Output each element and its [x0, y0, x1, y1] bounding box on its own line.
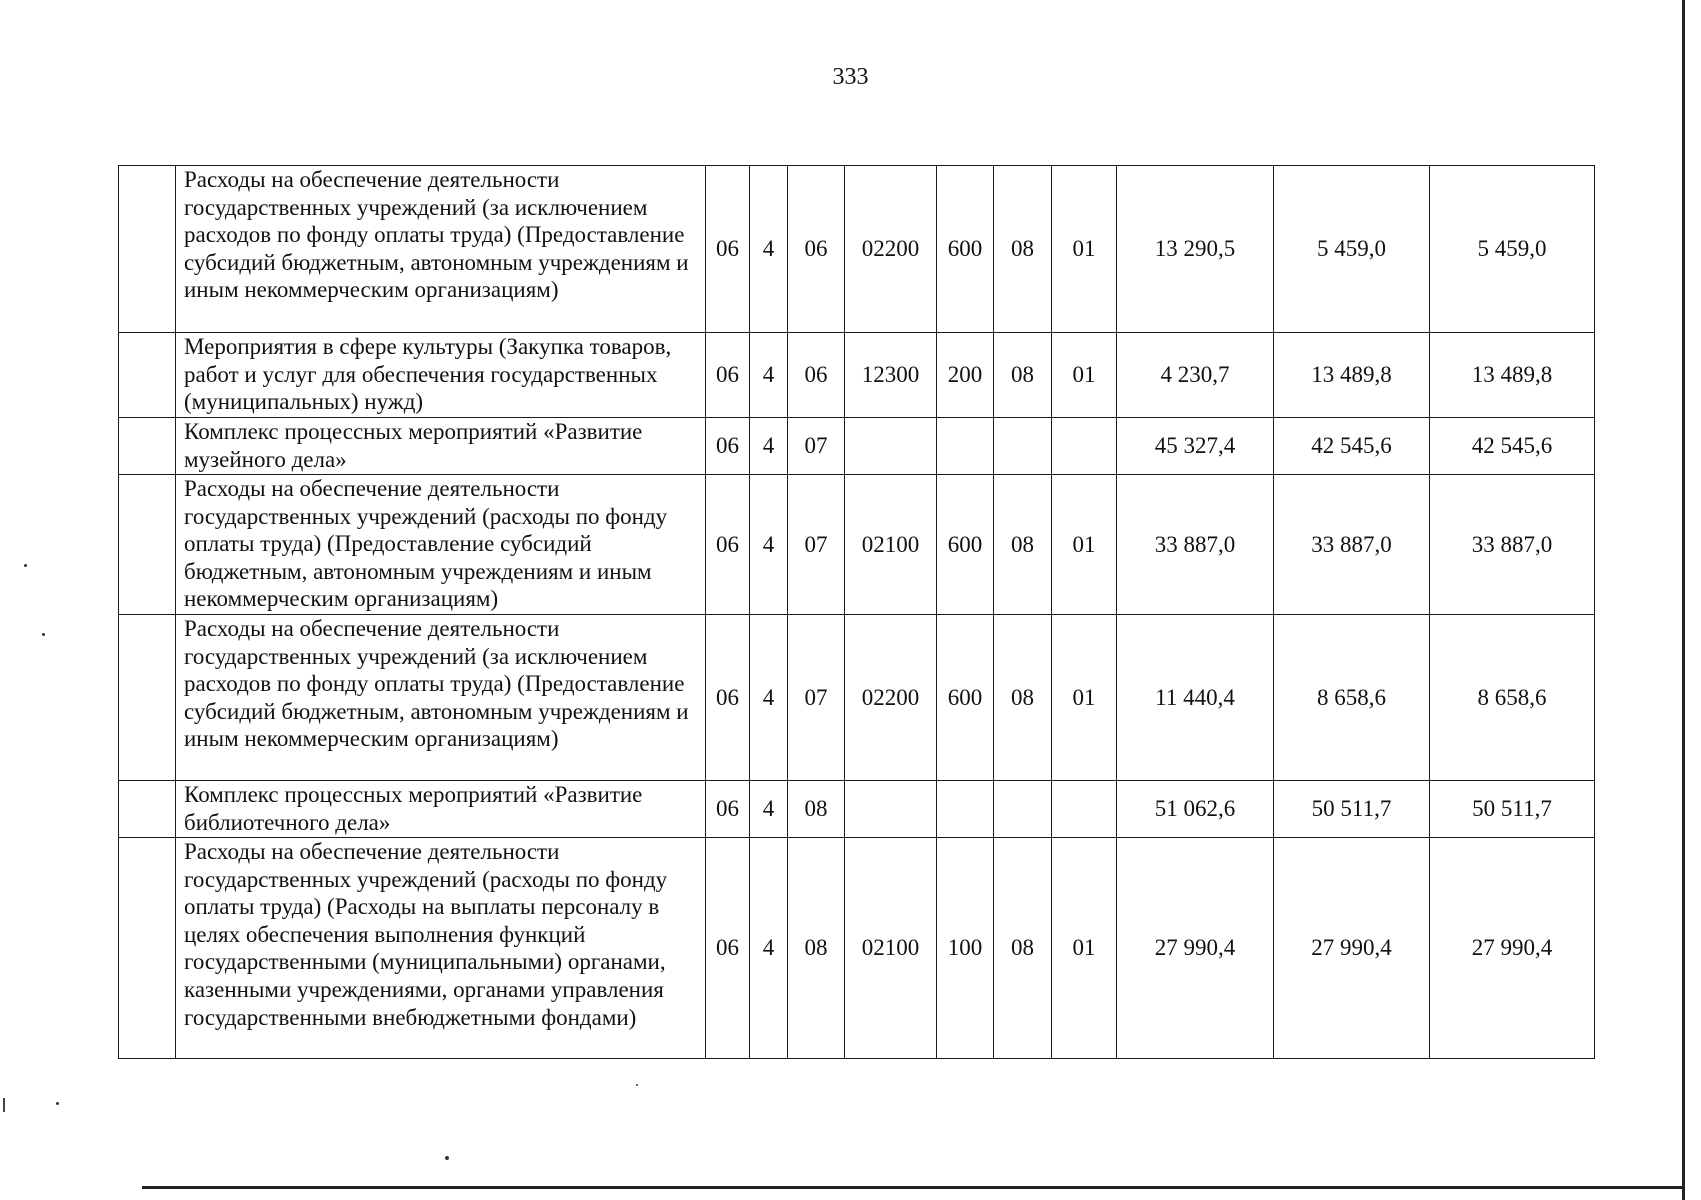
- code-expense-type: 100: [937, 838, 994, 1059]
- code-subdivision: [1052, 418, 1117, 475]
- code-subprogram: 08: [788, 838, 845, 1059]
- code-expense-type: 200: [937, 333, 994, 418]
- code-subprogram: 07: [788, 615, 845, 781]
- code-subdivision: 01: [1052, 475, 1117, 615]
- code-section: 06: [706, 475, 750, 615]
- page-number: 333: [832, 64, 869, 90]
- code-section: 06: [706, 838, 750, 1059]
- amount-year-1: 45 327,4: [1117, 418, 1274, 475]
- scan-page-edge-right: [1682, 0, 1685, 1200]
- code-program-type: 4: [750, 615, 788, 781]
- scan-speck: [42, 633, 45, 636]
- code-subdivision: 01: [1052, 333, 1117, 418]
- scan-page-edge-bottom: [142, 1186, 1685, 1189]
- code-division: 08: [994, 838, 1052, 1059]
- code-subprogram: 08: [788, 781, 845, 838]
- code-division: 08: [994, 333, 1052, 418]
- code-direction: 02200: [845, 166, 937, 333]
- code-program-type: 4: [750, 418, 788, 475]
- row-index-cell: [119, 475, 176, 615]
- table-row: [119, 838, 1595, 1059]
- expense-name: Расходы на обеспечение деятельности государственных учреждений (за исключением расходов по фонду оплаты труда) (Предоставление субсидий бюджетным, автономным учреждениям и иным некоммерческим организациям): [176, 166, 706, 333]
- table-row: [119, 166, 1595, 333]
- code-direction: [845, 781, 937, 838]
- amount-year-2: 5 459,0: [1274, 166, 1430, 333]
- code-program-type: 4: [750, 166, 788, 333]
- table-row: [119, 333, 1595, 418]
- code-division: [994, 418, 1052, 475]
- amount-year-3: 8 658,6: [1430, 615, 1595, 781]
- row-index-cell: [119, 615, 176, 781]
- code-expense-type: [937, 418, 994, 475]
- code-division: [994, 781, 1052, 838]
- budget-table: [118, 165, 1595, 1059]
- code-subprogram: 06: [788, 333, 845, 418]
- code-expense-type: [937, 781, 994, 838]
- table-row: [119, 615, 1595, 781]
- code-program-type: 4: [750, 333, 788, 418]
- code-division: 08: [994, 166, 1052, 333]
- amount-year-1: 51 062,6: [1117, 781, 1274, 838]
- code-direction: 02100: [845, 838, 937, 1059]
- code-subprogram: 06: [788, 166, 845, 333]
- expense-name: Комплекс процессных мероприятий «Развитие музейного дела»: [176, 418, 706, 475]
- row-index-cell: [119, 418, 176, 475]
- table-row: [119, 475, 1595, 615]
- code-division: 08: [994, 475, 1052, 615]
- amount-year-3: 13 489,8: [1430, 333, 1595, 418]
- amount-year-2: 13 489,8: [1274, 333, 1430, 418]
- code-expense-type: 600: [937, 615, 994, 781]
- row-index-cell: [119, 166, 176, 333]
- amount-year-1: 27 990,4: [1117, 838, 1274, 1059]
- amount-year-3: 33 887,0: [1430, 475, 1595, 615]
- code-division: 08: [994, 615, 1052, 781]
- amount-year-2: 50 511,7: [1274, 781, 1430, 838]
- row-index-cell: [119, 781, 176, 838]
- expense-name: Мероприятия в сфере культуры (Закупка товаров, работ и услуг для обеспечения государственных (муниципальных) нужд): [176, 333, 706, 418]
- code-program-type: 4: [750, 838, 788, 1059]
- code-direction: 02100: [845, 475, 937, 615]
- amount-year-3: 5 459,0: [1430, 166, 1595, 333]
- scan-speck: [24, 564, 27, 567]
- code-direction: 12300: [845, 333, 937, 418]
- code-section: 06: [706, 781, 750, 838]
- expense-name: Расходы на обеспечение деятельности государственных учреждений (расходы по фонду оплаты труда) (Расходы на выплаты персоналу в целях обеспечения выполнения функций государственными (муниципальными) органами, казенными учреждениями, органами управления государственными внебюджетными фондами): [176, 838, 706, 1059]
- code-direction: 02200: [845, 615, 937, 781]
- code-direction: [845, 418, 937, 475]
- scan-speck: [636, 1084, 638, 1086]
- amount-year-2: 42 545,6: [1274, 418, 1430, 475]
- code-expense-type: 600: [937, 166, 994, 333]
- amount-year-3: 50 511,7: [1430, 781, 1595, 838]
- code-program-type: 4: [750, 475, 788, 615]
- code-section: 06: [706, 418, 750, 475]
- expense-name: Расходы на обеспечение деятельности государственных учреждений (за исключением расходов по фонду оплаты труда) (Предоставление субсидий бюджетным, автономным учреждениям и иным некоммерческим организациям): [176, 615, 706, 781]
- code-section: 06: [706, 166, 750, 333]
- row-index-cell: [119, 838, 176, 1059]
- code-subdivision: 01: [1052, 166, 1117, 333]
- scan-speck: [56, 1102, 59, 1105]
- code-subdivision: 01: [1052, 838, 1117, 1059]
- expense-name: Расходы на обеспечение деятельности государственных учреждений (расходы по фонду оплаты труда) (Предоставление субсидий бюджетным, автономным учреждениям и иным некоммерческим организациям): [176, 475, 706, 615]
- amount-year-1: 13 290,5: [1117, 166, 1274, 333]
- code-section: 06: [706, 333, 750, 418]
- amount-year-2: 33 887,0: [1274, 475, 1430, 615]
- row-index-cell: [119, 333, 176, 418]
- amount-year-2: 8 658,6: [1274, 615, 1430, 781]
- code-section: 06: [706, 615, 750, 781]
- code-program-type: 4: [750, 781, 788, 838]
- code-subprogram: 07: [788, 475, 845, 615]
- code-subdivision: [1052, 781, 1117, 838]
- amount-year-1: 11 440,4: [1117, 615, 1274, 781]
- scan-speck: [3, 1098, 5, 1112]
- amount-year-2: 27 990,4: [1274, 838, 1430, 1059]
- code-expense-type: 600: [937, 475, 994, 615]
- amount-year-3: 42 545,6: [1430, 418, 1595, 475]
- code-subdivision: 01: [1052, 615, 1117, 781]
- table-row: [119, 418, 1595, 475]
- expense-name: Комплекс процессных мероприятий «Развитие библиотечного дела»: [176, 781, 706, 838]
- amount-year-1: 33 887,0: [1117, 475, 1274, 615]
- code-subprogram: 07: [788, 418, 845, 475]
- scan-speck: [445, 1156, 449, 1160]
- amount-year-3: 27 990,4: [1430, 838, 1595, 1059]
- amount-year-1: 4 230,7: [1117, 333, 1274, 418]
- table-row: [119, 781, 1595, 838]
